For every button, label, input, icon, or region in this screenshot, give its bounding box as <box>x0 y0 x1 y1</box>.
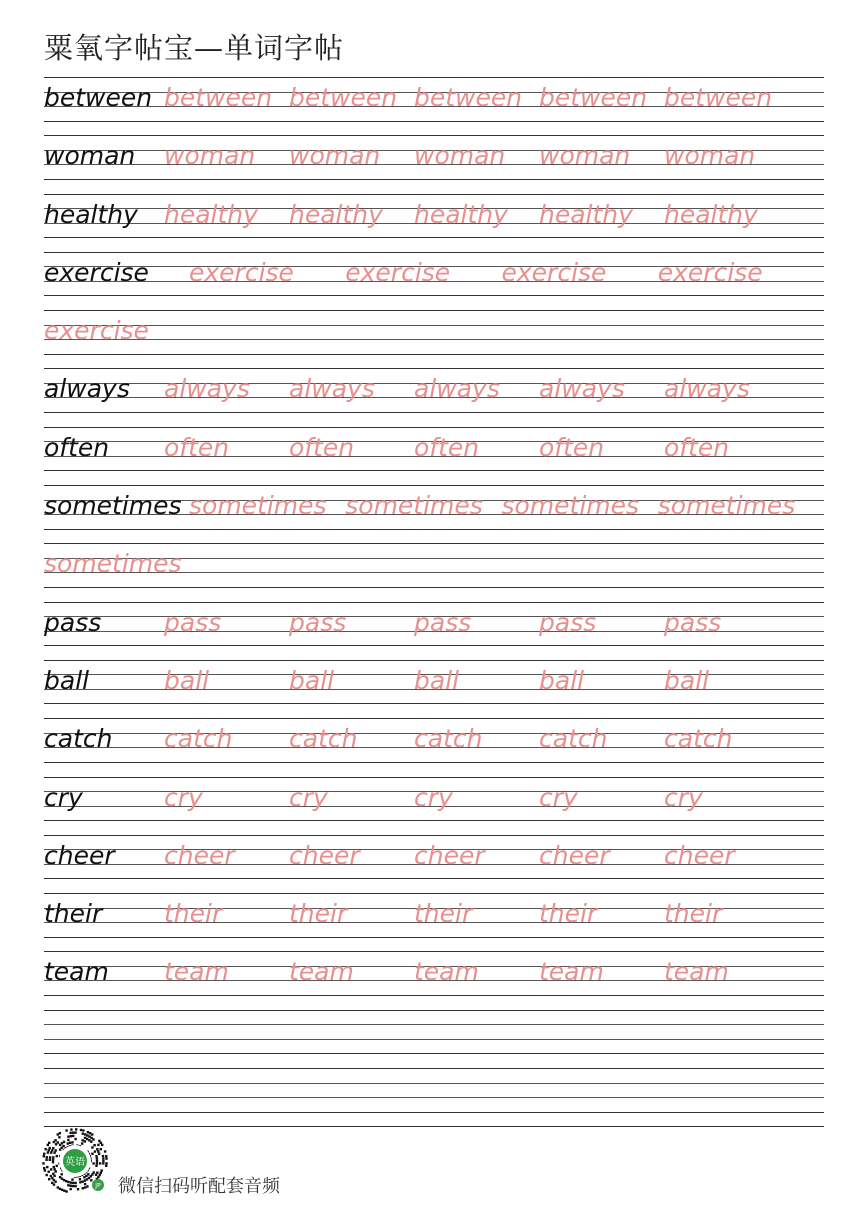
trace-word: sometimes <box>189 491 327 521</box>
trace-word: pass <box>414 607 472 637</box>
writing-row <box>44 835 824 893</box>
trace-word: between <box>414 83 523 112</box>
guide-line <box>44 237 824 238</box>
trace-word: exercise <box>189 257 294 287</box>
trace-word: exercise <box>44 316 149 346</box>
page-title: 粟氧字帖宝—单词字帖 <box>44 31 345 65</box>
writing-row <box>44 893 824 951</box>
trace-word: pass <box>664 607 722 637</box>
example-word: cry <box>44 782 83 812</box>
guide-line <box>44 878 824 879</box>
trace-word: exercise <box>657 257 763 287</box>
trace-word: sometimes <box>501 491 640 521</box>
trace-word: often <box>539 432 605 462</box>
trace-word: team <box>289 957 354 987</box>
trace-word: woman <box>289 141 381 171</box>
trace-word: team <box>164 957 229 987</box>
trace-word: woman <box>164 141 256 171</box>
badge-label: 英语 <box>65 1157 85 1168</box>
example-word: pass <box>44 607 102 637</box>
trace-word: healthy <box>289 199 383 229</box>
trace-word: team <box>539 957 604 987</box>
guide-line <box>44 762 824 763</box>
trace-word: always <box>164 374 250 404</box>
guide-line <box>44 354 824 355</box>
footer <box>40 1126 440 1196</box>
trace-word: often <box>414 432 480 462</box>
trace-word: ball <box>539 665 585 695</box>
writing-row <box>44 135 824 193</box>
trace-word: healthy <box>164 199 258 229</box>
trace-word: healthy <box>539 199 633 229</box>
trace-word: catch <box>539 724 608 754</box>
writing-row <box>44 310 824 368</box>
trace-word: their <box>664 899 723 929</box>
guide-line <box>44 703 824 704</box>
guide-line <box>44 1010 824 1011</box>
guide-line <box>44 1024 824 1025</box>
trace-word: pass <box>164 607 222 637</box>
writing-row <box>44 77 824 135</box>
trace-word: always <box>539 374 625 404</box>
example-word: cheer <box>44 840 115 870</box>
writing-row <box>44 252 824 310</box>
trace-word: always <box>414 374 500 404</box>
example-word: catch <box>44 724 113 754</box>
guide-line <box>44 937 824 938</box>
trace-word: healthy <box>414 199 508 229</box>
guide-line <box>44 295 824 296</box>
trace-word: catch <box>289 724 358 754</box>
guide-line <box>44 587 824 588</box>
trace-word: woman <box>414 141 506 171</box>
example-word: often <box>44 432 110 462</box>
trace-word: cheer <box>164 840 235 870</box>
example-word: their <box>44 899 103 929</box>
trace-word: team <box>414 957 479 987</box>
example-word: ball <box>44 665 90 695</box>
footer-caption: 微信扫码听配套音频 <box>118 1176 280 1197</box>
guide-line <box>44 820 824 821</box>
writing-row <box>44 602 824 660</box>
trace-word: pass <box>539 607 597 637</box>
guide-line <box>44 529 824 530</box>
example-word: exercise <box>44 257 149 287</box>
trace-word: ball <box>414 665 460 695</box>
trace-word: their <box>164 899 223 929</box>
writing-row <box>44 1068 824 1126</box>
trace-word: cry <box>414 782 453 812</box>
guide-line <box>44 325 824 326</box>
example-word: always <box>44 374 130 404</box>
guide-line <box>44 310 824 311</box>
guide-line <box>44 1112 824 1113</box>
trace-word: woman <box>664 141 756 171</box>
guide-line <box>44 412 824 413</box>
guide-line <box>44 1068 824 1069</box>
trace-word: exercise <box>501 257 607 287</box>
writing-row <box>44 543 824 601</box>
example-word: sometimes <box>44 491 182 521</box>
badge-tag: JP <box>95 1182 101 1190</box>
trace-word: cheer <box>289 840 360 870</box>
trace-word: their <box>289 899 348 929</box>
writing-row <box>44 194 824 252</box>
trace-word: catch <box>164 724 233 754</box>
example-word: healthy <box>44 199 138 229</box>
trace-word: often <box>289 432 355 462</box>
guide-line <box>44 1097 824 1098</box>
trace-word: catch <box>664 724 733 754</box>
trace-word: sometimes <box>345 491 483 521</box>
writing-row <box>44 485 824 543</box>
trace-word: ball <box>164 665 210 695</box>
guide-line <box>44 179 824 180</box>
writing-row <box>44 660 824 718</box>
writing-row <box>44 1010 824 1068</box>
guide-line <box>44 1053 824 1054</box>
trace-word: exercise <box>345 257 451 287</box>
trace-word: ball <box>289 665 335 695</box>
example-word: team <box>44 957 109 987</box>
guide-line <box>44 121 824 122</box>
trace-word: healthy <box>664 199 758 229</box>
trace-word: between <box>289 83 398 112</box>
guide-line <box>44 995 824 996</box>
trace-word: between <box>164 83 273 112</box>
trace-word: woman <box>539 141 631 171</box>
trace-word: often <box>164 432 230 462</box>
guide-line <box>44 645 824 646</box>
trace-word: team <box>664 957 729 987</box>
trace-word: often <box>664 432 730 462</box>
trace-word: cheer <box>414 840 485 870</box>
trace-word: catch <box>414 724 483 754</box>
writing-row <box>44 427 824 485</box>
trace-word: cry <box>289 782 328 812</box>
trace-word: their <box>539 899 598 929</box>
trace-word: always <box>664 374 750 404</box>
example-word: woman <box>44 141 136 171</box>
writing-row <box>44 718 824 776</box>
trace-word: sometimes <box>657 491 796 521</box>
trace-word: always <box>289 374 375 404</box>
guide-line <box>44 339 824 340</box>
trace-word: their <box>414 899 473 929</box>
trace-word: ball <box>664 665 710 695</box>
writing-row <box>44 951 824 1009</box>
trace-word: cry <box>664 782 703 812</box>
example-word: between <box>44 83 153 112</box>
guide-line <box>44 1083 824 1084</box>
trace-word: between <box>539 83 648 112</box>
trace-word: sometimes <box>44 549 182 579</box>
trace-word: cry <box>164 782 203 812</box>
guide-line <box>44 1039 824 1040</box>
trace-word: cheer <box>539 840 610 870</box>
trace-word: cry <box>539 782 578 812</box>
writing-row <box>44 368 824 426</box>
writing-row <box>44 777 824 835</box>
trace-word: between <box>664 83 773 112</box>
guide-line <box>44 470 824 471</box>
qr-code-icon[interactable] <box>40 1126 110 1196</box>
handwriting-sheet <box>44 77 824 1127</box>
trace-word: cheer <box>664 840 735 870</box>
trace-word: pass <box>289 607 347 637</box>
